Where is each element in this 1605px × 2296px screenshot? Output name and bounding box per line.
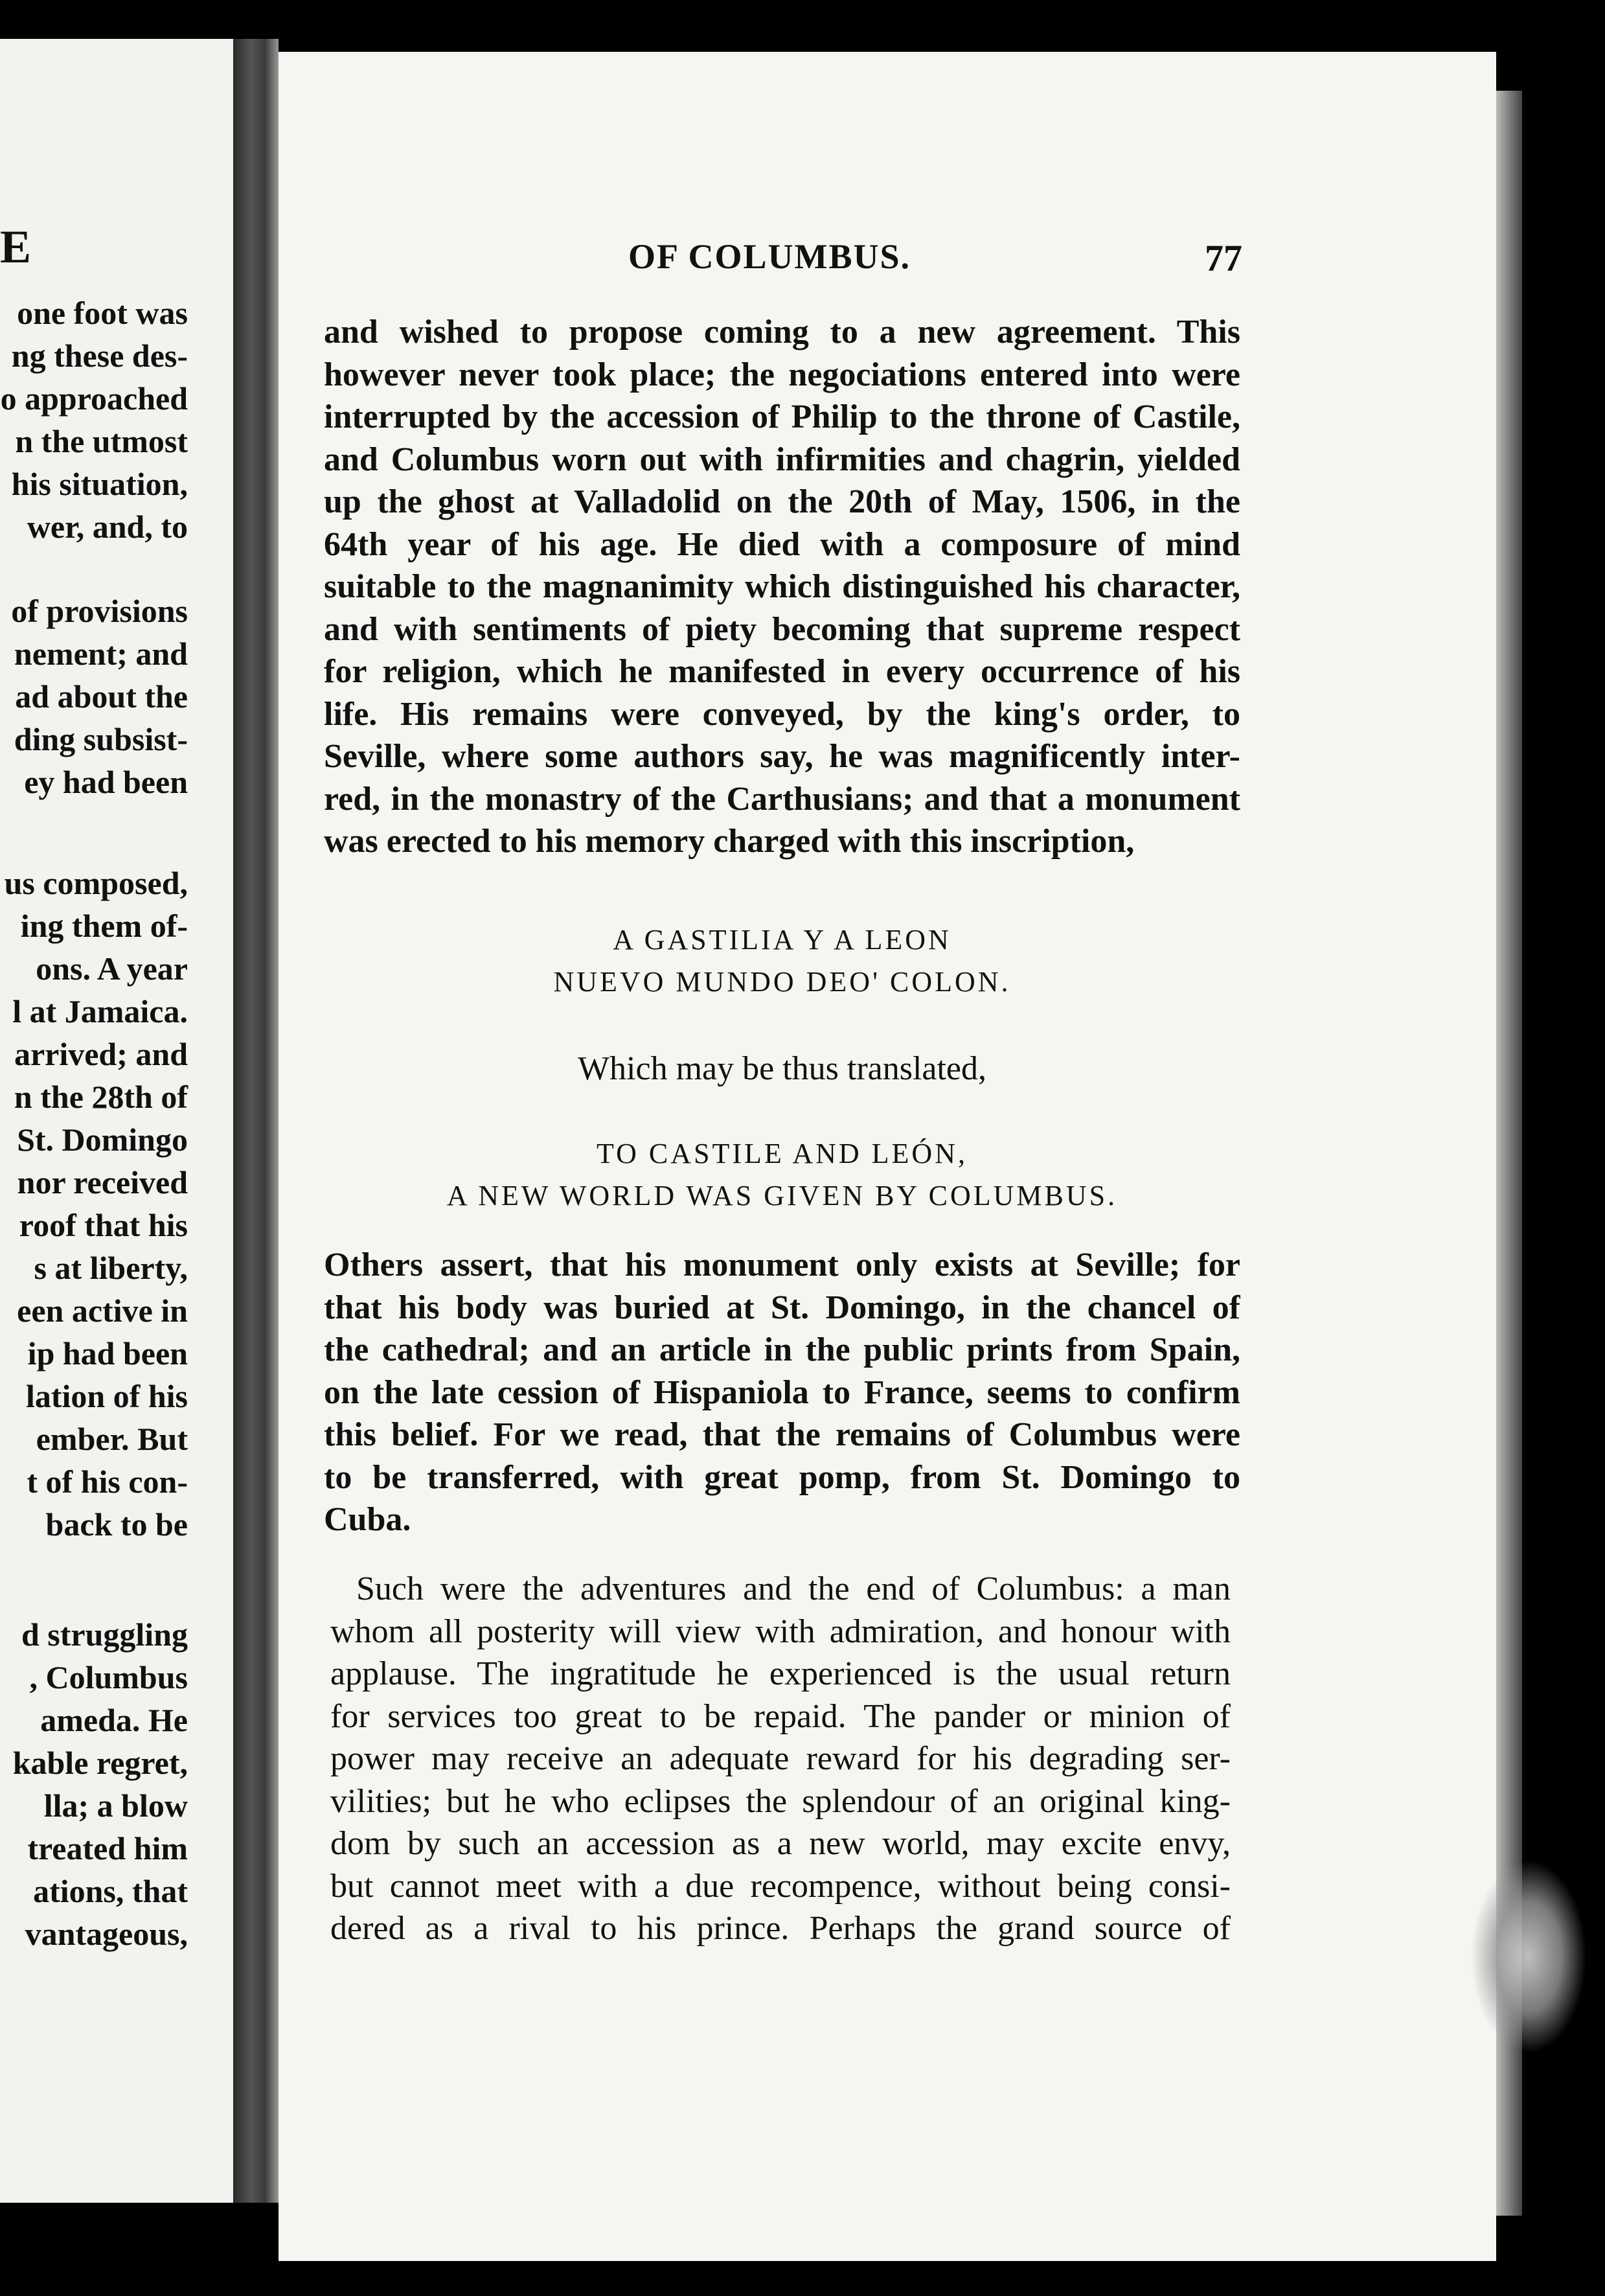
- left-page-line: treated him: [27, 1830, 188, 1866]
- text-line: for services too great to be repaid. The pander or minion of: [330, 1697, 1231, 1735]
- left-page-line: ons. A year: [36, 950, 188, 987]
- text-line: up the ghost at Valladolid on the 20th of May, 1506, in the: [324, 483, 1240, 520]
- text-line: applause. The ingratitude he experienced is the usual return: [330, 1655, 1231, 1692]
- left-page-line: St. Domingo: [17, 1121, 188, 1158]
- scan-artifact: [1470, 1859, 1587, 2054]
- text-line: but cannot meet with a due recompence, without being consi-: [330, 1867, 1231, 1905]
- text-line: Seville, where some authors say, he was magnificently inter-: [324, 738, 1240, 775]
- right-page: [279, 52, 1496, 2261]
- page-number: 77: [1205, 237, 1242, 279]
- left-page-line: s at liberty,: [34, 1250, 188, 1286]
- translation-line-2: A NEW WORLD WAS GIVEN BY COLUMBUS.: [446, 1180, 1118, 1211]
- text-line: and with sentiments of piety becoming that supreme respect: [324, 610, 1240, 648]
- left-page-line: back to be: [45, 1506, 188, 1543]
- left-page-line: roof that his: [19, 1207, 188, 1243]
- left-page-line: us composed,: [4, 865, 188, 901]
- left-page-line: een active in: [17, 1292, 188, 1329]
- left-page-line: , Columbus: [29, 1659, 188, 1695]
- left-page-line: one foot was: [17, 295, 188, 331]
- text-line: was erected to his memory charged with this inscription,: [324, 823, 1135, 860]
- left-page-line: kable regret,: [12, 1745, 188, 1781]
- paragraph-2: [324, 1244, 1240, 1541]
- text-line: Cuba.: [324, 1501, 411, 1538]
- text-line: however never took place; the negociations entered into were: [324, 356, 1240, 393]
- left-page-line: arrived; and: [14, 1036, 188, 1072]
- text-line: red, in the monastry of the Carthusians; and that a monument: [324, 780, 1240, 818]
- left-page-text-block-4: [13, 1613, 188, 1955]
- paragraph-3: [330, 1568, 1231, 1950]
- text-line: interrupted by the accession of Philip to the throne of Castile,: [324, 398, 1240, 435]
- left-page-line: nement; and: [14, 636, 188, 672]
- text-line: Others assert, that his monument only exists at Seville; for: [324, 1246, 1240, 1283]
- left-page-text-block-2: [11, 590, 188, 803]
- left-page-text-block-3: [5, 862, 188, 1546]
- left-page-line: ey had been: [24, 764, 188, 800]
- left-facing-page: [0, 39, 233, 2203]
- left-page-line: d struggling: [21, 1616, 188, 1653]
- text-line: dom by such an accession as a new world, may excite envy,: [330, 1825, 1231, 1862]
- text-line: power may receive an adequate reward for his degrading ser-: [330, 1740, 1231, 1777]
- text-line: suitable to the magnanimity which distinguished his character,: [324, 568, 1240, 605]
- text-line: on the late cession of Hispaniola to France, seems to confirm: [324, 1373, 1240, 1411]
- left-page-line: n the utmost: [15, 423, 188, 459]
- paragraph-1: [324, 311, 1240, 863]
- left-page-line: ember. But: [36, 1421, 188, 1457]
- book-gutter: [233, 39, 279, 2203]
- left-page-line: t of his con-: [27, 1464, 188, 1500]
- left-page-text-block-1: [1, 292, 188, 548]
- text-line: and Columbus worn out with infirmities and chagrin, yielded: [324, 441, 1240, 478]
- left-page-line: ations, that: [33, 1873, 188, 1909]
- left-page-line: of provisions: [11, 593, 188, 629]
- left-page-line: lla; a blow: [43, 1787, 188, 1824]
- left-page-line: ng these des-: [11, 338, 188, 374]
- left-page-line: vantageous,: [25, 1916, 188, 1952]
- text-line: and wished to propose coming to a new agreement. This: [324, 314, 1240, 350]
- left-page-line: o approached: [0, 380, 188, 417]
- translation-intro: Which may be thus translated,: [577, 1050, 987, 1087]
- left-page-line: his situation,: [11, 466, 188, 502]
- text-line: to be transferred, with great pomp, from St. Domingo to: [324, 1458, 1240, 1496]
- left-page-line: ad about the: [15, 678, 188, 715]
- text-line: that his body was buried at St. Domingo, in the chancel of: [324, 1289, 1240, 1326]
- left-page-line: lation of his: [25, 1378, 188, 1414]
- left-page-line: ding subsist-: [14, 721, 188, 757]
- text-line: 64th year of his age. He died with a composure of mind: [324, 525, 1240, 563]
- text-line: Such were the adventures and the end of Columbus: a man: [356, 1570, 1231, 1607]
- text-line: this belief. For we read, that the remains of Columbus were: [324, 1416, 1240, 1453]
- text-line: for religion, which he manifested in every occurrence of his: [324, 653, 1240, 690]
- left-page-line: l at Jamaica.: [12, 993, 188, 1029]
- inscription-line-2: NUEVO MUNDO DEO' COLON.: [553, 966, 1011, 998]
- text-line: whom all posterity will view with admiration, and honour with: [330, 1613, 1231, 1650]
- translation-line-1: TO CASTILE AND LEÓN,: [597, 1138, 968, 1169]
- running-head: OF COLUMBUS.: [628, 237, 911, 276]
- left-page-line: ameda. He: [40, 1702, 188, 1738]
- left-page-line: nor received: [17, 1164, 188, 1200]
- left-page-line: n the 28th of: [14, 1079, 188, 1115]
- text-line: dered as a rival to his prince. Perhaps the grand source of: [330, 1910, 1231, 1947]
- left-page-line: ing them of-: [20, 908, 188, 944]
- left-page-line: wer, and, to: [27, 509, 188, 545]
- text-line: life. His remains were conveyed, by the king's order, to: [324, 695, 1240, 733]
- inscription-line-1: A GASTILIA Y A LEON: [613, 924, 951, 956]
- left-page-edge-letter: E: [0, 221, 32, 273]
- text-line: vilities; but he who eclipses the splendour of an original king-: [330, 1782, 1231, 1820]
- left-page-line: ip had been: [27, 1335, 188, 1372]
- text-line: the cathedral; and an article in the public prints from Spain,: [324, 1331, 1240, 1368]
